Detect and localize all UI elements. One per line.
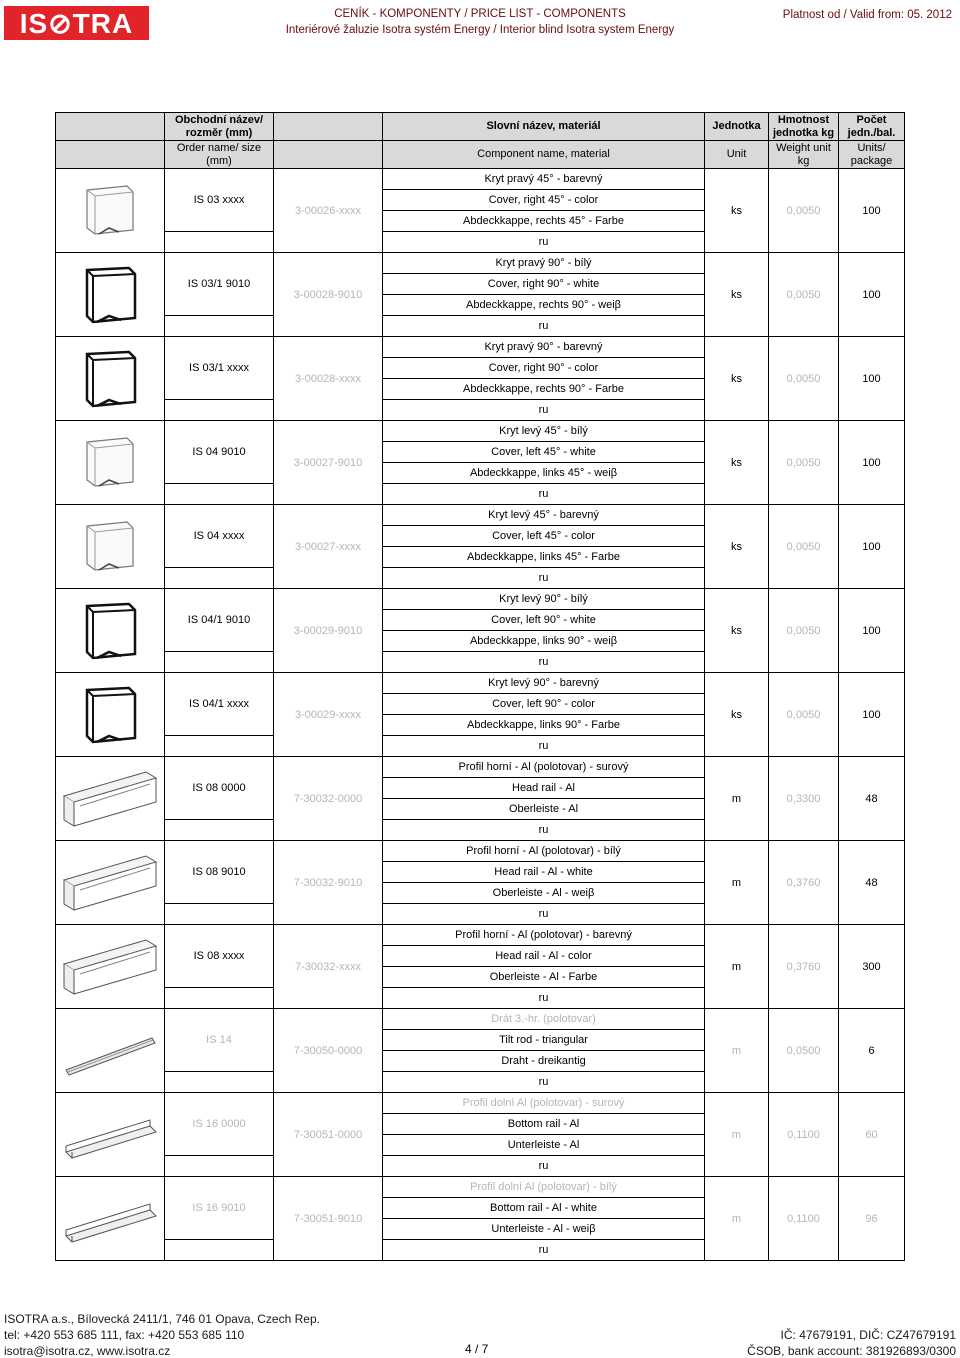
unit: ks (705, 421, 769, 505)
order-name: IS 04/1 9010 (165, 589, 274, 652)
table-row (56, 925, 905, 946)
price-list-subtitle: Interiérové žaluzie Isotra systém Energy / Interior blind Isotra system Energy (285, 24, 675, 36)
table-row (56, 1093, 905, 1114)
bottom-rail-icon (56, 1177, 165, 1261)
order-name-blank (165, 820, 274, 841)
order-name: IS 16 0000 (165, 1093, 274, 1156)
desc-ru: ru (383, 400, 705, 421)
col-order-name-cz: Obchodní název/ rozměr (mm) (165, 113, 274, 141)
unit: m (705, 925, 769, 1009)
order-name-blank (165, 400, 274, 421)
desc-cz: Profil horní - Al (polotovar) - barevný (383, 925, 705, 946)
order-name: IS 08 xxxx (165, 925, 274, 988)
desc-en: Head rail - Al - color (383, 946, 705, 967)
order-name: IS 03/1 9010 (165, 253, 274, 316)
desc-ru: ru (383, 736, 705, 757)
table-row (56, 505, 905, 526)
cap-icon (56, 169, 165, 253)
weight: 0,0050 (769, 421, 839, 505)
rail-icon (56, 925, 165, 1009)
desc-en: Tilt rod - triangular (383, 1030, 705, 1051)
weight: 0,1100 (769, 1177, 839, 1261)
desc-cz: Profil dolní Al (polotovar) - surový (383, 1093, 705, 1114)
cap-icon (56, 505, 165, 589)
desc-cz: Kryt pravý 45° - barevný (383, 169, 705, 190)
unit: m (705, 1093, 769, 1177)
table-row (56, 757, 905, 778)
desc-en: Bottom rail - Al - white (383, 1198, 705, 1219)
desc-en: Bottom rail - Al (383, 1114, 705, 1135)
order-name: IS 08 9010 (165, 841, 274, 904)
table-row (56, 169, 905, 190)
weight: 0,0050 (769, 589, 839, 673)
desc-cz: Drát 3.-hr. (polotovar) (383, 1009, 705, 1030)
weight: 0,0500 (769, 1009, 839, 1093)
desc-ru: ru (383, 1072, 705, 1093)
weight: 0,0050 (769, 673, 839, 757)
cap-icon (56, 421, 165, 505)
col-desc-en: Component name, material (383, 141, 705, 169)
weight: 0,0050 (769, 337, 839, 421)
desc-cz: Kryt pravý 90° - bílý (383, 253, 705, 274)
desc-de: Unterleiste - Al (383, 1135, 705, 1156)
order-name: IS 03/1 xxxx (165, 337, 274, 400)
item-code: 3-00026-xxxx (274, 169, 383, 253)
cap-dark-icon (56, 253, 165, 337)
desc-en: Cover, left 90° - color (383, 694, 705, 715)
order-name-blank (165, 568, 274, 589)
desc-cz: Kryt levý 90° - bílý (383, 589, 705, 610)
table-row (56, 253, 905, 274)
desc-en: Cover, right 90° - white (383, 274, 705, 295)
item-code: 3-00029-9010 (274, 589, 383, 673)
units-per-package: 6 (839, 1009, 905, 1093)
order-name-blank (165, 736, 274, 757)
item-code: 7-30032-xxxx (274, 925, 383, 1009)
unit: m (705, 757, 769, 841)
desc-en: Head rail - Al - white (383, 862, 705, 883)
units-per-package: 100 (839, 673, 905, 757)
col-weight-cz: Hmotnost jednotka kg (769, 113, 839, 141)
desc-de: Oberleiste - Al - Farbe (383, 967, 705, 988)
desc-de: Abdeckkappe, links 90° - Farbe (383, 715, 705, 736)
order-name: IS 04/1 xxxx (165, 673, 274, 736)
price-list-title: CENÍK - KOMPONENTY / PRICE LIST - COMPONENTS (334, 8, 626, 20)
desc-de: Abdeckkappe, rechts 45° - Farbe (383, 211, 705, 232)
desc-en: Cover, left 45° - white (383, 442, 705, 463)
item-code: 3-00028-xxxx (274, 337, 383, 421)
bottom-rail-icon (56, 1093, 165, 1177)
footer-company: ISOTRA a.s., Bílovecká 2411/1, 746 01 Opava, Czech Rep. (4, 1312, 320, 1326)
desc-cz: Profil dolní Al (polotovar) - bílý (383, 1177, 705, 1198)
desc-cz: Kryt levý 45° - barevný (383, 505, 705, 526)
desc-ru: ru (383, 568, 705, 589)
item-code: 3-00029-xxxx (274, 673, 383, 757)
col-image-header-en (56, 141, 165, 169)
order-name: IS 14 (165, 1009, 274, 1072)
col-code-header (274, 113, 383, 141)
desc-de: Oberleiste - Al (383, 799, 705, 820)
isotra-logo: IS⊘TRA (4, 6, 149, 40)
units-per-package: 48 (839, 757, 905, 841)
desc-ru: ru (383, 484, 705, 505)
order-name-blank (165, 988, 274, 1009)
desc-ru: ru (383, 904, 705, 925)
table-row (56, 673, 905, 694)
col-count-cz: Počet jedn./bal. (839, 113, 905, 141)
cap-dark-icon (56, 337, 165, 421)
weight: 0,0050 (769, 505, 839, 589)
unit: ks (705, 169, 769, 253)
weight: 0,3300 (769, 757, 839, 841)
desc-en: Cover, right 90° - color (383, 358, 705, 379)
unit: m (705, 841, 769, 925)
unit: m (705, 1177, 769, 1261)
weight: 0,1100 (769, 1093, 839, 1177)
rail-icon (56, 841, 165, 925)
weight: 0,0050 (769, 253, 839, 337)
desc-ru: ru (383, 988, 705, 1009)
col-code-header-en (274, 141, 383, 169)
page-number: 4 / 7 (465, 1342, 489, 1356)
col-weight-en: Weight unit kg (769, 141, 839, 169)
units-per-package: 100 (839, 337, 905, 421)
item-code: 3-00027-9010 (274, 421, 383, 505)
desc-cz: Kryt levý 90° - barevný (383, 673, 705, 694)
table-row (56, 421, 905, 442)
order-name-blank (165, 1072, 274, 1093)
desc-ru: ru (383, 652, 705, 673)
unit: ks (705, 589, 769, 673)
item-code: 7-30032-0000 (274, 757, 383, 841)
rod-icon (56, 1009, 165, 1093)
footer-web: isotra@isotra.cz, www.isotra.cz (4, 1344, 171, 1358)
item-code: 7-30051-9010 (274, 1177, 383, 1261)
desc-de: Abdeckkappe, links 45° - weiβ (383, 463, 705, 484)
order-name: IS 03 xxxx (165, 169, 274, 232)
weight: 0,3760 (769, 925, 839, 1009)
desc-en: Cover, right 45° - color (383, 190, 705, 211)
item-code: 7-30032-9010 (274, 841, 383, 925)
desc-en: Cover, left 90° - white (383, 610, 705, 631)
col-image-header (56, 113, 165, 141)
units-per-package: 48 (839, 841, 905, 925)
footer-phone: tel: +420 553 685 111, fax: +420 553 685 110 (4, 1328, 245, 1342)
col-count-en: Units/ package (839, 141, 905, 169)
valid-from: Platnost od / Valid from: 05. 2012 (782, 9, 952, 21)
units-per-package: 100 (839, 169, 905, 253)
unit: ks (705, 673, 769, 757)
footer-ids: IČ: 47679191, DIČ: CZ47679191 (780, 1328, 956, 1342)
rail-icon (56, 757, 165, 841)
desc-ru: ru (383, 316, 705, 337)
desc-en: Cover, left 45° - color (383, 526, 705, 547)
desc-ru: ru (383, 1156, 705, 1177)
units-per-package: 100 (839, 253, 905, 337)
order-name: IS 04 9010 (165, 421, 274, 484)
order-name-blank (165, 652, 274, 673)
weight: 0,0050 (769, 169, 839, 253)
table-row (56, 337, 905, 358)
units-per-package: 100 (839, 589, 905, 673)
desc-de: Abdeckkappe, rechts 90° - weiβ (383, 295, 705, 316)
item-code: 7-30051-0000 (274, 1093, 383, 1177)
desc-cz: Profil horní - Al (polotovar) - bílý (383, 841, 705, 862)
unit: ks (705, 337, 769, 421)
order-name: IS 16 9010 (165, 1177, 274, 1240)
col-unit-en: Unit (705, 141, 769, 169)
unit: ks (705, 253, 769, 337)
footer-bank: ČSOB, bank account: 381926893/0300 (747, 1344, 956, 1358)
col-unit-cz: Jednotka (705, 113, 769, 141)
weight: 0,3760 (769, 841, 839, 925)
units-per-package: 100 (839, 505, 905, 589)
order-name-blank (165, 316, 274, 337)
desc-de: Oberleiste - Al - weiβ (383, 883, 705, 904)
order-name-blank (165, 904, 274, 925)
order-name-blank (165, 232, 274, 253)
desc-de: Abdeckkappe, links 90° - weiβ (383, 631, 705, 652)
table-row (56, 1177, 905, 1198)
table-row (56, 841, 905, 862)
order-name-blank (165, 1156, 274, 1177)
table-row (56, 589, 905, 610)
unit: m (705, 1009, 769, 1093)
desc-en: Head rail - Al (383, 778, 705, 799)
desc-de: Unterleiste - Al - weiβ (383, 1219, 705, 1240)
order-name: IS 04 xxxx (165, 505, 274, 568)
components-table (55, 112, 905, 1261)
desc-cz: Profil horní - Al (polotovar) - surový (383, 757, 705, 778)
desc-ru: ru (383, 232, 705, 253)
desc-ru: ru (383, 1240, 705, 1261)
desc-de: Abdeckkappe, rechts 90° - Farbe (383, 379, 705, 400)
item-code: 3-00027-xxxx (274, 505, 383, 589)
desc-cz: Kryt levý 45° - bílý (383, 421, 705, 442)
item-code: 3-00028-9010 (274, 253, 383, 337)
item-code: 7-30050-0000 (274, 1009, 383, 1093)
table-row (56, 1009, 905, 1030)
desc-de: Draht - dreikantig (383, 1051, 705, 1072)
col-desc-cz: Slovní název, materiál (383, 113, 705, 141)
order-name-blank (165, 1240, 274, 1261)
order-name: IS 08 0000 (165, 757, 274, 820)
desc-de: Abdeckkappe, links 45° - Farbe (383, 547, 705, 568)
units-per-package: 96 (839, 1177, 905, 1261)
units-per-package: 60 (839, 1093, 905, 1177)
order-name-blank (165, 484, 274, 505)
cap-dark-icon (56, 589, 165, 673)
cap-dark-icon (56, 673, 165, 757)
desc-cz: Kryt pravý 90° - barevný (383, 337, 705, 358)
desc-ru: ru (383, 820, 705, 841)
units-per-package: 300 (839, 925, 905, 1009)
units-per-package: 100 (839, 421, 905, 505)
col-order-name-en: Order name/ size (mm) (165, 141, 274, 169)
unit: ks (705, 505, 769, 589)
